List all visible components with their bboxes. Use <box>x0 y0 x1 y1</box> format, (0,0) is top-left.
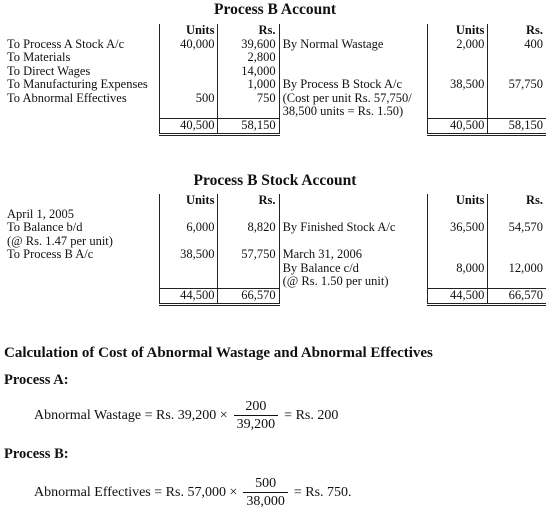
credit-units <box>428 235 488 249</box>
credit-amount <box>488 248 546 262</box>
credit-amount <box>488 208 546 222</box>
credit-particulars <box>279 235 428 249</box>
credit-units: 8,000 <box>428 262 488 276</box>
table-header-row <box>4 194 546 208</box>
fraction-numerator: 200 <box>245 399 267 414</box>
header-units: Units <box>428 24 488 38</box>
debit-particulars: To Balance b/d <box>7 220 83 234</box>
credit-particulars: March 31, 2006 <box>279 248 428 262</box>
process-b-stock-account-title: Process B Stock Account <box>193 172 357 189</box>
credit-units <box>428 105 488 119</box>
table-row <box>4 92 546 106</box>
credit-units <box>428 208 488 222</box>
process-b-account-title: Process B Account <box>214 1 336 18</box>
debit-units <box>160 78 218 92</box>
credit-units <box>428 92 488 106</box>
credit-particulars: By Process B Stock A/c <box>279 78 428 92</box>
fraction <box>234 398 279 433</box>
table-row <box>4 275 546 289</box>
debit-amount: 750 <box>218 92 279 106</box>
fraction-numerator: 500 <box>255 476 277 491</box>
table-row <box>4 38 546 52</box>
debit-amount: 1,000 <box>218 78 279 92</box>
debit-particulars: To Process B A/c <box>7 247 94 261</box>
header-units: Units <box>160 24 218 38</box>
table-row <box>4 105 546 119</box>
header-units: Units <box>428 194 488 208</box>
credit-amount: 54,570 <box>488 221 546 235</box>
credit-amount <box>488 51 546 65</box>
credit-amount <box>488 92 546 106</box>
total-credit-units: 40,500 <box>428 119 488 135</box>
debit-amount: 2,800 <box>218 51 279 65</box>
debit-amount <box>218 105 279 119</box>
credit-particulars: 38,500 units = Rs. 1.50) <box>279 105 428 119</box>
debit-particulars <box>4 105 160 119</box>
credit-units <box>428 51 488 65</box>
credit-amount <box>488 235 546 249</box>
credit-amount: 400 <box>488 38 546 52</box>
header-rs: Rs. <box>488 24 546 38</box>
debit-units: 38,500 <box>160 248 218 262</box>
debit-units <box>160 105 218 119</box>
header-rs: Rs. <box>488 194 546 208</box>
header-blank <box>4 194 160 208</box>
credit-units <box>428 65 488 79</box>
credit-units: 36,500 <box>428 221 488 235</box>
debit-units <box>160 208 218 222</box>
table-row <box>4 51 546 65</box>
credit-amount <box>488 105 546 119</box>
table-header-row <box>4 24 546 38</box>
formula-result: = Rs. 200 <box>284 407 339 423</box>
header-units: Units <box>160 194 218 208</box>
debit-units: 40,000 <box>160 38 218 52</box>
debit-particulars: To Materials <box>7 50 71 64</box>
header-rs: Rs. <box>218 194 279 208</box>
total-credit-units: 44,500 <box>428 289 488 305</box>
fraction <box>243 475 288 510</box>
process-b-account-table <box>4 24 546 136</box>
debit-units <box>160 235 218 249</box>
debit-units <box>160 275 218 289</box>
formula-lhs: Abnormal Effectives = Rs. 57,000 × <box>34 484 238 500</box>
debit-amount <box>218 235 279 249</box>
process-b-stock-account-table <box>4 194 546 306</box>
credit-particulars: (Cost per unit Rs. 57,750/ <box>279 92 428 106</box>
credit-particulars <box>279 65 428 79</box>
debit-particulars <box>4 275 160 289</box>
debit-amount <box>218 275 279 289</box>
calculation-heading: Calculation of Cost of Abnormal Wastage and Abnormal Effectives <box>4 345 433 361</box>
credit-particulars: By Normal Wastage <box>279 38 428 52</box>
debit-particulars: April 1, 2005 <box>7 206 75 221</box>
total-debit-amount: 58,150 <box>218 119 279 135</box>
credit-particulars <box>279 51 428 65</box>
process-a-label: Process A: <box>4 372 69 388</box>
total-credit-amount: 58,150 <box>488 119 546 135</box>
total-debit-units: 40,500 <box>160 119 218 135</box>
formula-result: = Rs. 750. <box>293 484 352 500</box>
credit-particulars: By Balance c/d <box>279 262 428 276</box>
fraction-denominator: 39,200 <box>234 415 279 433</box>
table-row <box>4 235 546 249</box>
credit-particulars <box>279 208 428 222</box>
table-row <box>4 208 546 222</box>
credit-particulars: (@ Rs. 1.50 per unit) <box>279 275 428 289</box>
total-credit-amount: 66,570 <box>488 289 546 305</box>
header-blank <box>4 24 160 38</box>
debit-amount: 8,820 <box>218 221 279 235</box>
totals-blank <box>4 119 160 135</box>
header-blank <box>279 24 428 38</box>
debit-amount <box>218 262 279 276</box>
totals-blank <box>279 119 428 135</box>
table-row <box>4 262 546 276</box>
totals-row <box>4 289 546 305</box>
debit-particulars <box>4 262 160 276</box>
credit-units: 2,000 <box>428 38 488 52</box>
credit-units: 38,500 <box>428 78 488 92</box>
debit-units <box>160 51 218 65</box>
totals-row <box>4 119 546 135</box>
totals-blank <box>279 289 428 305</box>
debit-particulars: To Manufacturing Expenses <box>7 77 148 91</box>
credit-amount <box>488 275 546 289</box>
credit-amount: 12,000 <box>488 262 546 276</box>
credit-amount <box>488 65 546 79</box>
debit-amount: 39,600 <box>218 38 279 52</box>
fraction-denominator: 38,000 <box>243 492 288 510</box>
debit-amount <box>218 208 279 222</box>
table-row <box>4 248 546 262</box>
credit-particulars: By Finished Stock A/c <box>279 221 428 235</box>
debit-particulars: (@ Rs. 1.47 per unit) <box>7 233 113 248</box>
header-blank <box>279 194 428 208</box>
credit-amount: 57,750 <box>488 78 546 92</box>
formula-lhs: Abnormal Wastage = Rs. 39,200 × <box>34 407 228 423</box>
debit-amount: 57,750 <box>218 248 279 262</box>
table-row <box>4 65 546 79</box>
abnormal-effectives-formula <box>34 475 352 510</box>
header-rs: Rs. <box>218 24 279 38</box>
debit-particulars: To Direct Wages <box>7 63 91 78</box>
debit-amount: 14,000 <box>218 65 279 79</box>
debit-particulars: To Process A Stock A/c <box>7 36 125 51</box>
abnormal-wastage-formula <box>34 398 338 433</box>
debit-units: 500 <box>160 92 218 106</box>
debit-units <box>160 262 218 276</box>
table-row <box>4 221 546 235</box>
totals-blank <box>4 289 160 305</box>
total-debit-amount: 66,570 <box>218 289 279 305</box>
debit-units <box>160 65 218 79</box>
credit-units <box>428 248 488 262</box>
process-b-label: Process B: <box>4 446 69 462</box>
total-debit-units: 44,500 <box>160 289 218 305</box>
debit-units: 6,000 <box>160 221 218 235</box>
credit-units <box>428 275 488 289</box>
table-row <box>4 78 546 92</box>
debit-particulars: To Abnormal Effectives <box>7 90 127 105</box>
